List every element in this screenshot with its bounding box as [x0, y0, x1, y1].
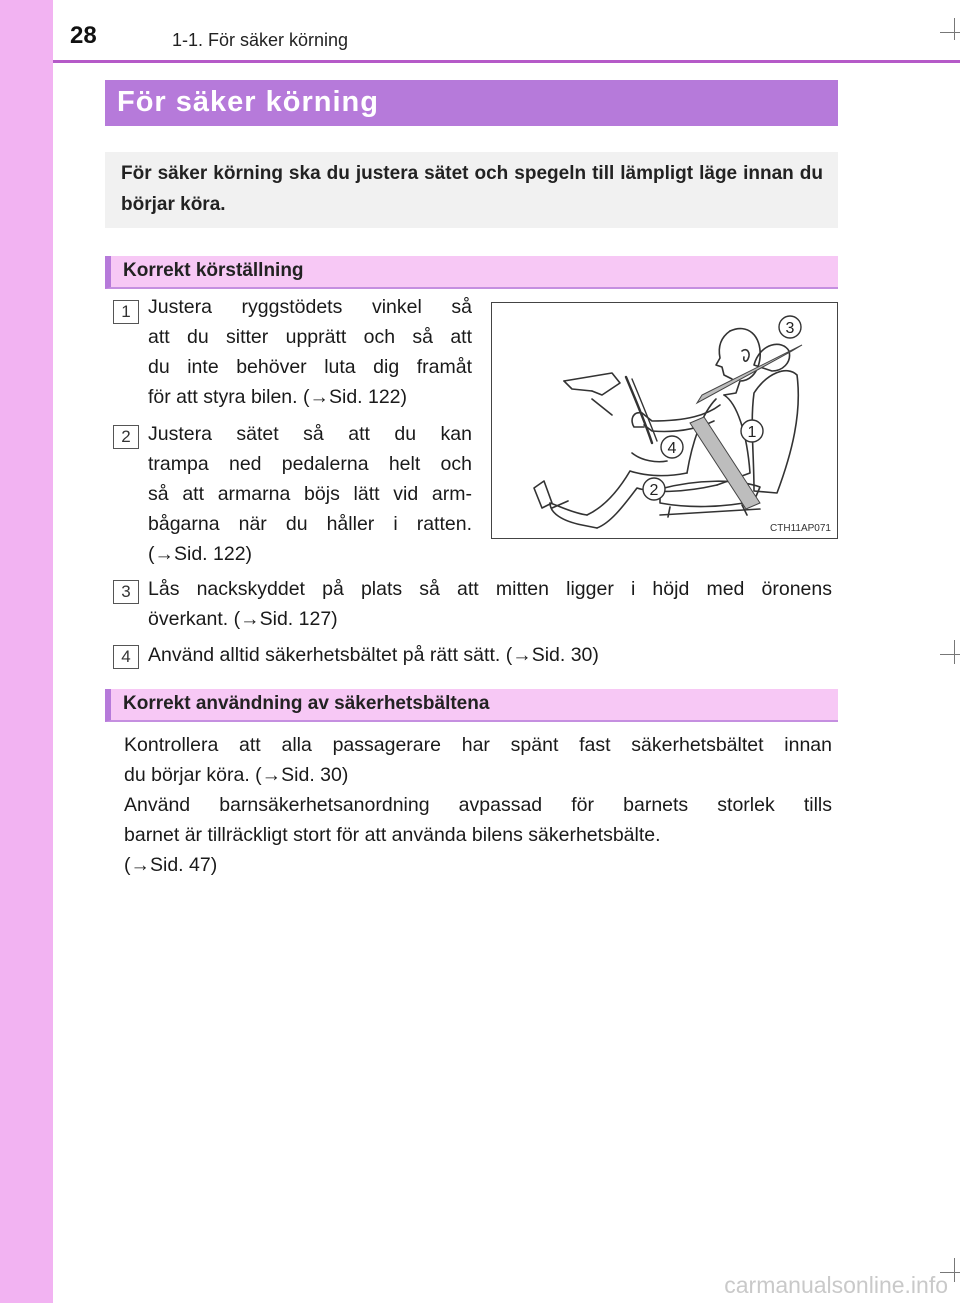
paragraph-line: Kontrollera att alla passagerare har spänt fast säkerhetsbältet innan: [124, 734, 832, 756]
item-line: bågarna när du håller i ratten.: [148, 513, 472, 535]
figure-code: CTH11AP071: [770, 523, 831, 534]
item-line: (→Sid. 122): [148, 543, 253, 565]
item-line: för att styra bilen. (→Sid. 122): [148, 386, 408, 408]
item-text-3: [148, 574, 832, 634]
intro-text: För säker körning ska du justera sätet och spegeln till lämpligt läge innan du börjar köra.: [121, 163, 823, 215]
callout-1-label: 1: [747, 424, 757, 441]
driver-seat-drawing: [492, 303, 836, 537]
section-heading-text: Korrekt användning av säkerhetsbältena: [123, 693, 490, 714]
seatbelt-paragraph: [124, 730, 832, 880]
item-text-2: [148, 419, 472, 569]
item-line: Lås nackskyddet på plats så att mitten ligger i höjd med öronens: [148, 578, 832, 600]
item-line: Justera sätet så att du kan: [148, 423, 472, 445]
item-line: trampa ned pedalerna helt och: [148, 453, 472, 475]
header-rule: [53, 60, 960, 63]
page-side-band: [0, 0, 53, 1303]
item-number-2: 2: [113, 425, 139, 449]
section-heading-driving-position: [105, 256, 838, 289]
driving-position-illustration: [491, 302, 838, 539]
item-line: Justera ryggstödets vinkel så: [148, 296, 472, 318]
item-text-4: [148, 640, 832, 670]
running-head: 1-1. För säker körning: [172, 30, 349, 50]
callout-4-label: 4: [667, 440, 677, 457]
callout-2-label: 2: [649, 482, 659, 499]
item-line: Använd alltid säkerhetsbältet på rätt sätt. (→Sid. 30): [148, 644, 599, 666]
section-heading-text: Korrekt körställning: [123, 260, 304, 281]
item-number-3: 3: [113, 580, 139, 604]
watermark: carmanualsonline.info: [724, 1272, 948, 1298]
page-title: För säker körning: [117, 86, 379, 118]
paragraph-line: (→Sid. 47): [124, 854, 218, 876]
item-line: du inte behöver luta dig framåt: [148, 356, 472, 378]
page-number: 28: [70, 22, 97, 49]
item-text-1: [148, 292, 472, 412]
item-number-4: 4: [113, 645, 139, 669]
item-line: så att armarna böjs lätt vid arm-: [148, 483, 472, 505]
intro-box: [105, 152, 838, 228]
paragraph-line: Använd barnsäkerhetsanordning avpassad för barnets storlek tills: [124, 794, 832, 816]
section-heading-seatbelts: [105, 689, 838, 722]
callout-3-label: 3: [785, 320, 795, 337]
item-number-1: 1: [113, 300, 139, 324]
item-line: att du sitter upprätt och så att: [148, 326, 472, 348]
paragraph-line: du börjar köra. (→Sid. 30): [124, 764, 349, 786]
page-title-bar: [105, 80, 838, 126]
paragraph-line: barnet är tillräckligt stort för att använda bilens säkerhetsbälte.: [124, 824, 661, 846]
item-line: överkant. (→Sid. 127): [148, 608, 338, 630]
